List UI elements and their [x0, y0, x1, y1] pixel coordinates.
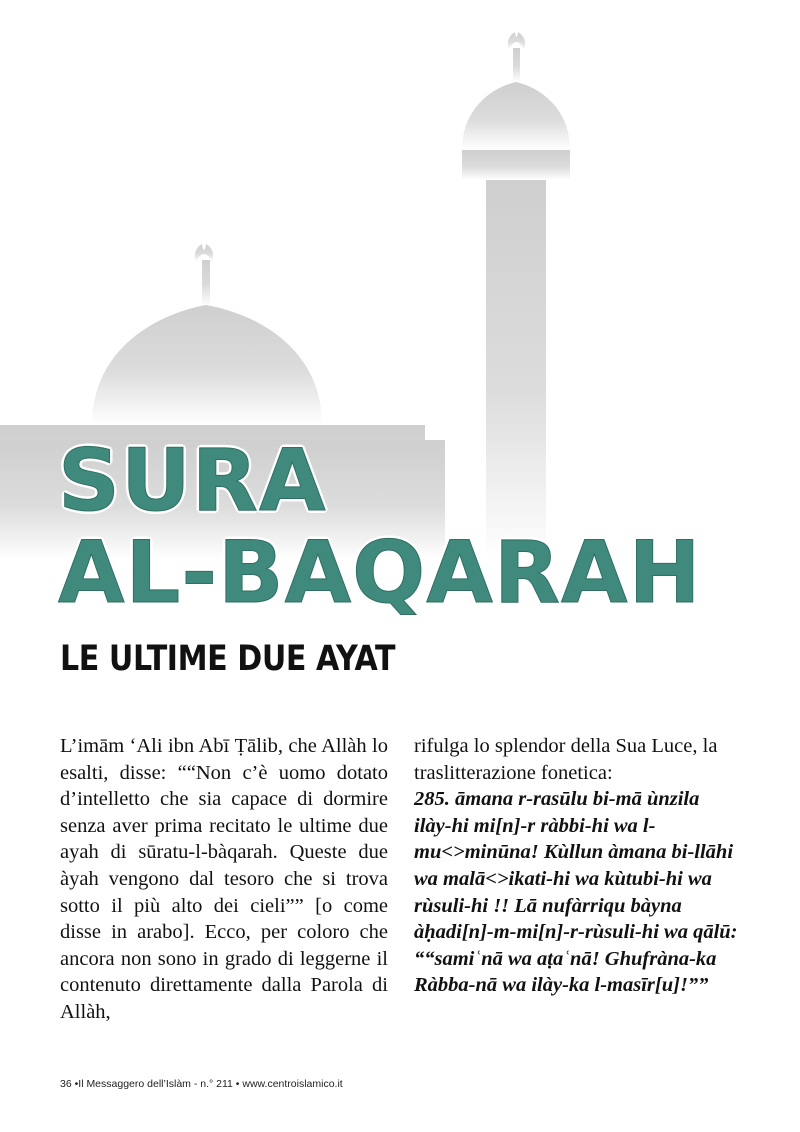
right-column: [414, 733, 742, 999]
left-column-text: L’imām ‘Ali ibn Abī Ṭālib, che Allàh lo esalti, disse: ““Non c’è uomo dotato d’intelletto che sia capace di dormire senza aver prima recitato le ultime due ayah di sūratu-l-bàqarah. Queste due àyah vengono dal tesoro che si trova sotto il più alto dei cieli”” [o come disse in arabo]. Ecco, per coloro che ancora non sono in grado di leggerne il contenuto direttamente dalla Parola di Allàh,: [60, 735, 388, 1023]
title-line-2: AL-BAQARAH: [58, 523, 702, 623]
title-line-1: SURA: [58, 431, 327, 531]
subtitle: LE ULTIME DUE AYAT: [60, 639, 396, 679]
right-column-intro: rifulga lo splendor della Sua Luce, la traslitterazione fonetica:: [414, 735, 718, 784]
transliteration-text: 285. āmana r-rasūlu bi-mā ùnzila ilày-hi mi[n]-r ràbbi-hi wa l-mu<>minūna! Kùllun àmana bi-llāhi wa malā<>ikati-hi wa kùtubi-hi wa rùsuli-hi !! Lā nufàrriqu bàyna àḥadi[n]-m-mi[n]-r-rùsuli-hi wa qālū: ““samiʿnā wa aṭaʿnā! Ghufràna-ka Ràbba-nā wa ilày-ka l-masīr[u]!””: [414, 788, 738, 997]
left-column: [60, 733, 388, 1026]
page-footer: 36 •Il Messaggero dell’Islàm - n.° 211 • www.centroislamico.it: [60, 1078, 343, 1090]
